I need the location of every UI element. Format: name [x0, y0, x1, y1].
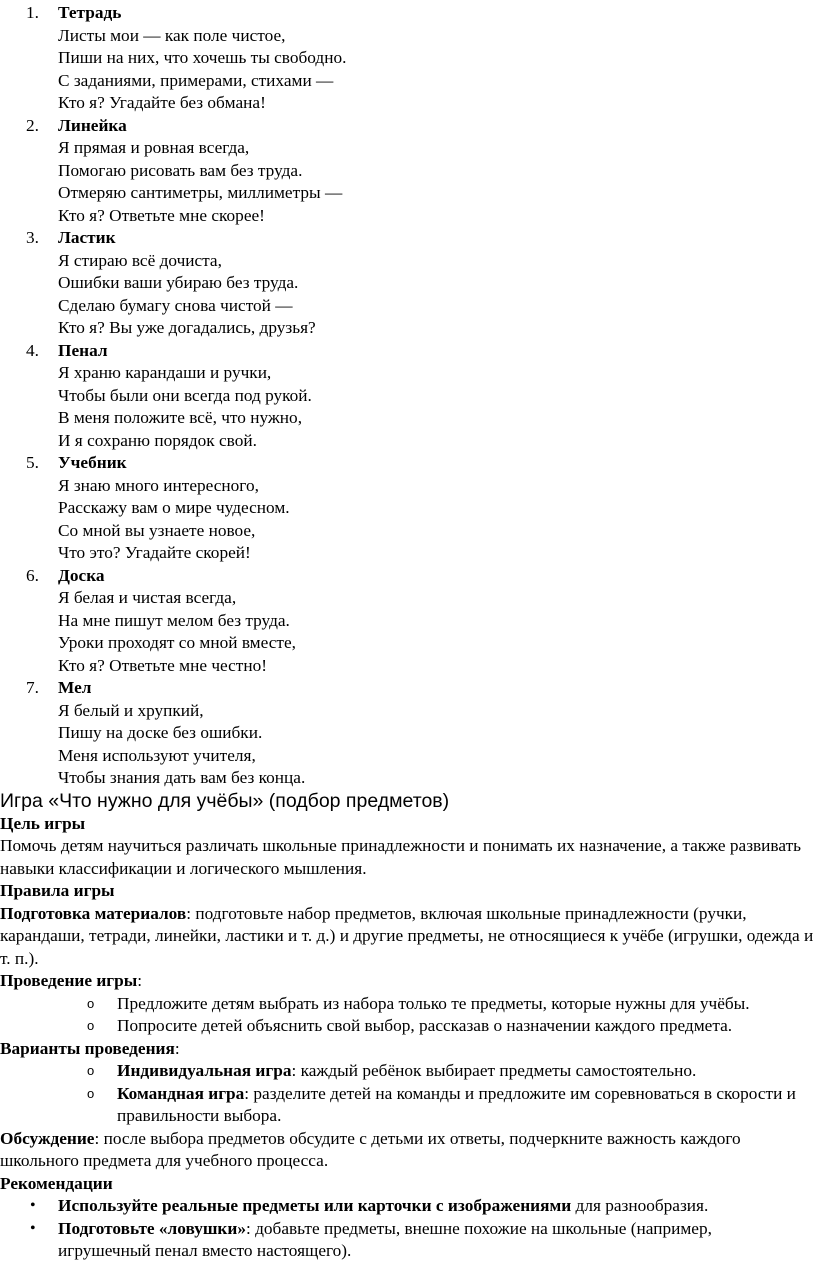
- conduct-colon: :: [137, 971, 143, 990]
- variant-text: : разделите детей на команды и предложите им соревноваться в скорости и правильности выбора.: [117, 1083, 796, 1125]
- riddle-title: Пенал: [58, 340, 108, 360]
- riddle-line: Ошибки ваши убираю без труда.: [58, 273, 299, 292]
- goal-heading: Цель игры: [0, 813, 86, 833]
- item-number: 2.: [26, 115, 39, 135]
- recommendations-list: [0, 1195, 816, 1263]
- list-item: [0, 1015, 816, 1038]
- item-number: 3.: [26, 228, 39, 247]
- riddle-line: Кто я? Ответьте мне скорее!: [58, 205, 265, 225]
- riddle-line: Кто я? Угадайте без обмана!: [58, 93, 266, 112]
- riddle-line: Сделаю бумагу снова чистой —: [58, 295, 293, 315]
- riddle-line: Меня используют учителя,: [58, 745, 256, 765]
- riddle-line: Пиши на них, что хочешь ты свободно.: [58, 48, 347, 67]
- circle-bullet-icon: o: [87, 1063, 95, 1078]
- riddles-list: [0, 2, 816, 790]
- conduct-paragraph: [0, 970, 816, 993]
- item-number: 6.: [26, 565, 39, 585]
- list-item: [0, 1218, 816, 1263]
- list-item: [0, 1060, 816, 1083]
- riddle-line: Что это? Угадайте скорей!: [58, 543, 251, 562]
- item-number: 5.: [26, 453, 39, 472]
- goal-text: Помочь детям научиться различать школьные принадлежности и понимать их назначение, а также развивать навыки классификации и логического мышления.: [0, 836, 802, 878]
- variants-label: Варианты проведения: [0, 1038, 175, 1058]
- riddle-title: Ластик: [58, 228, 116, 247]
- riddle-line: Чтобы знания дать вам без конца.: [58, 768, 306, 787]
- circle-bullet-icon: o: [87, 1018, 95, 1033]
- list-item: [0, 1195, 816, 1218]
- conduct-item-text: Попросите детей объяснить свой выбор, рассказав о назначении каждого предмета.: [117, 1016, 733, 1035]
- riddle-line: Отмеряю сантиметры, миллиметры —: [58, 183, 343, 202]
- riddle-line: Расскажу вам о мире чудесном.: [58, 498, 290, 517]
- riddle-title: Тетрадь: [58, 3, 122, 22]
- circle-bullet-icon: o: [87, 995, 95, 1011]
- riddle-line: Я белый и хрупкий,: [58, 700, 204, 720]
- riddle-line: Чтобы были они всегда под рукой.: [58, 385, 312, 405]
- riddle-line: Уроки проходят со мной вместе,: [58, 633, 296, 652]
- riddle-line: И я сохраню порядок свой.: [58, 430, 257, 450]
- list-item: [0, 2, 816, 115]
- list-item: [0, 677, 816, 790]
- riddle-line: Кто я? Ответьте мне честно!: [58, 655, 268, 675]
- list-item: [0, 993, 816, 1016]
- riddle-line: С заданиями, примерами, стихами —: [58, 70, 334, 90]
- variants-paragraph: [0, 1038, 816, 1061]
- conduct-label: Проведение игры: [0, 971, 138, 990]
- conduct-item-text: Предложите детям выбрать из набора только те предметы, которые нужны для учёбы.: [117, 993, 750, 1013]
- variant-label: Командная игра: [117, 1083, 245, 1103]
- riddle-line: Помогаю рисовать вам без труда.: [58, 160, 303, 180]
- prep-paragraph: [0, 903, 816, 971]
- variants-list: [0, 1060, 816, 1128]
- riddle-line: Я храню карандаши и ручки,: [58, 363, 272, 382]
- item-number: 7.: [26, 678, 39, 697]
- riddle-title: Доска: [58, 565, 105, 585]
- list-item: [0, 227, 816, 340]
- rules-heading: Правила игры: [0, 881, 115, 900]
- bullet-icon: •: [30, 1219, 36, 1237]
- prep-text: : подготовьте набор предметов, включая школьные принадлежности (ручки, карандаши, тетради, линейки, ластики и т. д.) и другие предметы, не относящиеся к учёбе (игрушки, одежда и т. п.).: [0, 903, 814, 968]
- rec-text: для разнообразия.: [571, 1196, 709, 1215]
- item-number: 4.: [26, 340, 39, 360]
- variants-colon: :: [174, 1038, 180, 1058]
- list-item: [0, 115, 816, 228]
- variant-text: : каждый ребёнок выбирает предметы самостоятельно.: [291, 1061, 697, 1080]
- riddle-line: Пишу на доске без ошибки.: [58, 723, 263, 742]
- prep-label: Подготовка материалов: [0, 903, 187, 923]
- item-number: 1.: [26, 3, 39, 22]
- riddle-line: Листы мои — как поле чистое,: [58, 25, 286, 45]
- list-item: [0, 452, 816, 565]
- rec-text: : добавьте предметы, внешне похожие на школьные (например, игрушечный пенал вместо настоящего).: [58, 1218, 712, 1260]
- variant-label: Индивидуальная игра: [117, 1061, 292, 1080]
- riddle-line: Со мной вы узнаете новое,: [58, 520, 256, 540]
- list-item: [0, 1083, 816, 1128]
- rec-label: Подготовьте «ловушки»: [58, 1218, 246, 1238]
- circle-bullet-icon: o: [87, 1085, 95, 1101]
- conduct-list: [0, 993, 816, 1038]
- rec-label: Используйте реальные предметы или карточки с изображениями: [58, 1196, 572, 1215]
- riddle-line: Я знаю много интересного,: [58, 475, 259, 495]
- riddle-line: Кто я? Вы уже догадались, друзья?: [58, 318, 316, 337]
- list-item: [0, 565, 816, 678]
- list-item: [0, 340, 816, 453]
- discussion-text: : после выбора предметов обсудите с детьми их ответы, подчеркните важность каждого школьного предмета для учебного процесса.: [0, 1128, 741, 1170]
- discussion-label: Обсуждение: [0, 1128, 95, 1148]
- riddle-line: Я стираю всё дочиста,: [58, 250, 222, 270]
- discussion-paragraph: [0, 1128, 816, 1173]
- riddle-line: В меня положите всё, что нужно,: [58, 408, 303, 427]
- riddle-line: На мне пишут мелом без труда.: [58, 610, 290, 630]
- game-title: Игра «Что нужно для учёбы» (подбор предметов): [0, 789, 450, 812]
- riddle-title: Учебник: [58, 453, 127, 472]
- riddle-line: Я прямая и ровная всегда,: [58, 138, 250, 157]
- riddle-title: Линейка: [58, 115, 127, 135]
- riddle-line: Я белая и чистая всегда,: [58, 588, 237, 607]
- recommendations-heading: Рекомендации: [0, 1173, 113, 1193]
- riddle-title: Мел: [58, 678, 92, 697]
- bullet-icon: •: [30, 1197, 36, 1214]
